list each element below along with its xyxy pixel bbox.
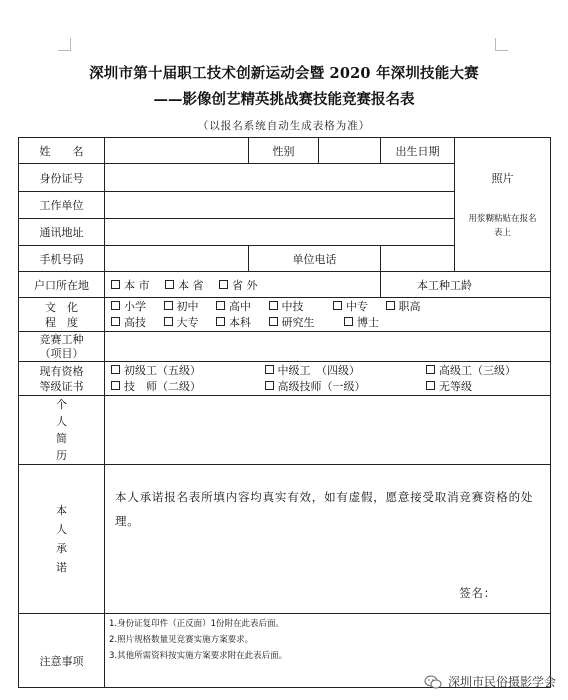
- address-label: 通讯地址: [19, 219, 105, 246]
- qualification-option[interactable]: 无等级: [426, 379, 472, 395]
- workphone-field[interactable]: [381, 246, 455, 272]
- employer-field[interactable]: [105, 192, 455, 219]
- workphone-label: 单位电话: [249, 246, 381, 272]
- education-option[interactable]: 小学: [111, 299, 146, 315]
- table-row: [19, 362, 551, 396]
- education-option[interactable]: 中技: [269, 299, 304, 315]
- notes-item: 2.照片规格数量见竞赛实施方案要求。: [109, 635, 254, 645]
- profile-label: 个 人 简 历: [19, 396, 105, 465]
- checkbox-icon: [219, 280, 228, 289]
- table-row: [19, 138, 551, 164]
- qualification-label: 现有资格 等级证书: [19, 362, 105, 396]
- crop-mark-left: [58, 38, 71, 51]
- trade-label: 竞赛工种 （项目）: [19, 332, 105, 362]
- education-label: 文 化 程 度: [19, 298, 105, 332]
- checkbox-icon: [111, 280, 120, 289]
- hukou-option-local[interactable]: 本 市: [111, 277, 150, 293]
- photo-label: 照片: [491, 172, 514, 185]
- source-watermark: [424, 673, 556, 690]
- education-option[interactable]: 高中: [216, 299, 251, 315]
- photo-cell[interactable]: [455, 138, 551, 272]
- source-name: 深圳市民俗摄影学会: [447, 675, 556, 689]
- table-row: [19, 465, 551, 614]
- mobile-field[interactable]: [105, 246, 249, 272]
- form-note: （以报名系统自动生成表格为准）: [197, 120, 371, 132]
- hukou-options: [105, 272, 381, 298]
- trade-field[interactable]: [105, 332, 551, 362]
- address-field[interactable]: [105, 219, 455, 246]
- promise-text: 本人承诺报名表所填内容均真实有效，如有虚假，愿意接受取消竞赛资格的处理。: [115, 490, 534, 528]
- hukou-option-province[interactable]: 本 省: [165, 277, 204, 293]
- qualification-option[interactable]: 中级工 （四级）: [265, 363, 423, 379]
- mobile-label: 手机号码: [19, 246, 105, 272]
- birth-label: 出生日期: [381, 138, 455, 164]
- wechat-icon: [424, 675, 442, 689]
- qualification-options: [105, 362, 551, 396]
- hukou-label: 户口所在地: [19, 272, 105, 298]
- notes-item: 3.其他所需资料按实施方案要求附在此表后面。: [109, 651, 288, 661]
- education-option[interactable]: 职高: [386, 299, 421, 315]
- education-option[interactable]: 初中: [164, 299, 199, 315]
- education-option[interactable]: 中专: [333, 299, 368, 315]
- profile-field[interactable]: [105, 396, 551, 465]
- employer-label: 工作单位: [19, 192, 105, 219]
- promise-cell: [105, 465, 551, 614]
- education-option[interactable]: 大专: [164, 315, 199, 331]
- table-row: [19, 332, 551, 362]
- signature-label[interactable]: 签名：: [459, 586, 496, 600]
- qualification-option[interactable]: 初级工（五级）: [111, 363, 261, 379]
- gender-field[interactable]: [319, 138, 381, 164]
- id-field[interactable]: [105, 164, 455, 192]
- seniority-label: 本工种工龄: [381, 272, 551, 298]
- notes-item: 1.身份证复印件（正反面）1份附在此表后面。: [109, 619, 285, 629]
- name-label: 姓 名: [19, 138, 105, 164]
- hukou-option-outside[interactable]: 省 外: [219, 277, 258, 293]
- qualification-option[interactable]: 技 师（二级）: [111, 379, 261, 395]
- qualification-option[interactable]: 高级技师（一级）: [265, 379, 423, 395]
- form-title-line1: 深圳市第十届职工技术创新运动会暨 2020 年深圳技能大赛: [89, 65, 479, 82]
- photo-note: 用浆糊粘贴在报名表上: [468, 214, 537, 238]
- crop-mark-right: [495, 38, 508, 51]
- name-field[interactable]: [105, 138, 249, 164]
- gender-label: 性别: [249, 138, 319, 164]
- table-row: [19, 272, 551, 298]
- notes-label: 注意事项: [19, 614, 105, 688]
- qualification-option[interactable]: 高级工（三级）: [426, 363, 516, 379]
- education-option[interactable]: 高技: [111, 315, 146, 331]
- education-options: [105, 298, 551, 332]
- form-title-line2: ——影像创艺精英挑战赛技能竞赛报名表: [153, 91, 415, 108]
- education-option[interactable]: 博士: [344, 315, 379, 331]
- id-label: 身份证号: [19, 164, 105, 192]
- checkbox-icon: [165, 280, 174, 289]
- registration-table: [18, 137, 551, 688]
- promise-label: 本 人 承 诺: [19, 465, 105, 614]
- education-option[interactable]: 研究生: [269, 315, 315, 331]
- table-row: [19, 298, 551, 332]
- table-row: [19, 396, 551, 465]
- education-option[interactable]: 本科: [216, 315, 251, 331]
